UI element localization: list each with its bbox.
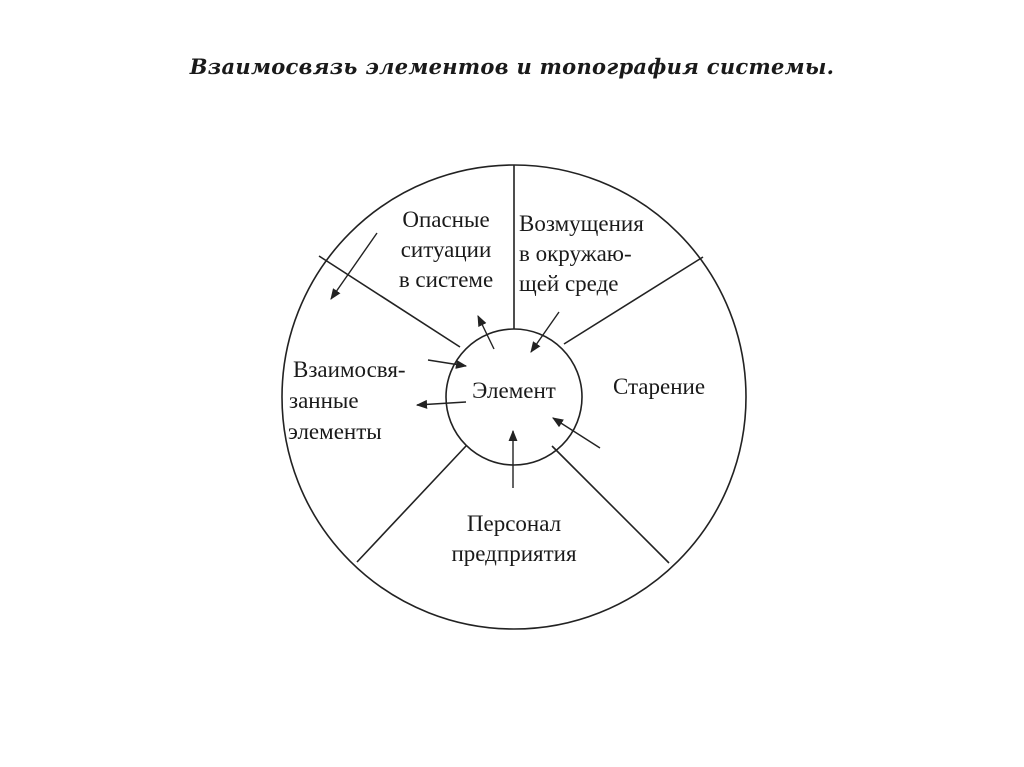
- related-line-3: элементы: [288, 419, 382, 444]
- sector-related: [288, 357, 406, 444]
- hazards-line-3: в системе: [398, 267, 494, 292]
- related-line-2: занные: [289, 388, 359, 413]
- hazards-line-2: ситуации: [400, 237, 492, 262]
- environment-line-3: щей среде: [519, 271, 619, 296]
- center-element-label: Элемент: [472, 378, 556, 403]
- sector-personnel: [451, 511, 576, 566]
- related-line-1: Взаимосвя-: [293, 357, 406, 382]
- environment-line-1: Возмущения: [519, 211, 644, 236]
- divider-lower-left: [357, 446, 466, 562]
- sector-aging: [613, 374, 705, 399]
- personnel-line-2: предприятия: [451, 541, 577, 566]
- arrow-element-to-related: [417, 402, 466, 405]
- hazards-line-1: Опасные: [402, 207, 490, 232]
- aging-line-1: Старение: [612, 374, 706, 399]
- environment-line-2: в окружаю-: [519, 241, 632, 266]
- diagram-title: Взаимосвязь элементов и топография системы.: [189, 54, 835, 79]
- sector-hazards: [399, 207, 493, 292]
- sector-environment: [519, 211, 644, 296]
- arrow-related-to-element: [428, 360, 466, 366]
- personnel-line-1: Персонал: [466, 511, 562, 536]
